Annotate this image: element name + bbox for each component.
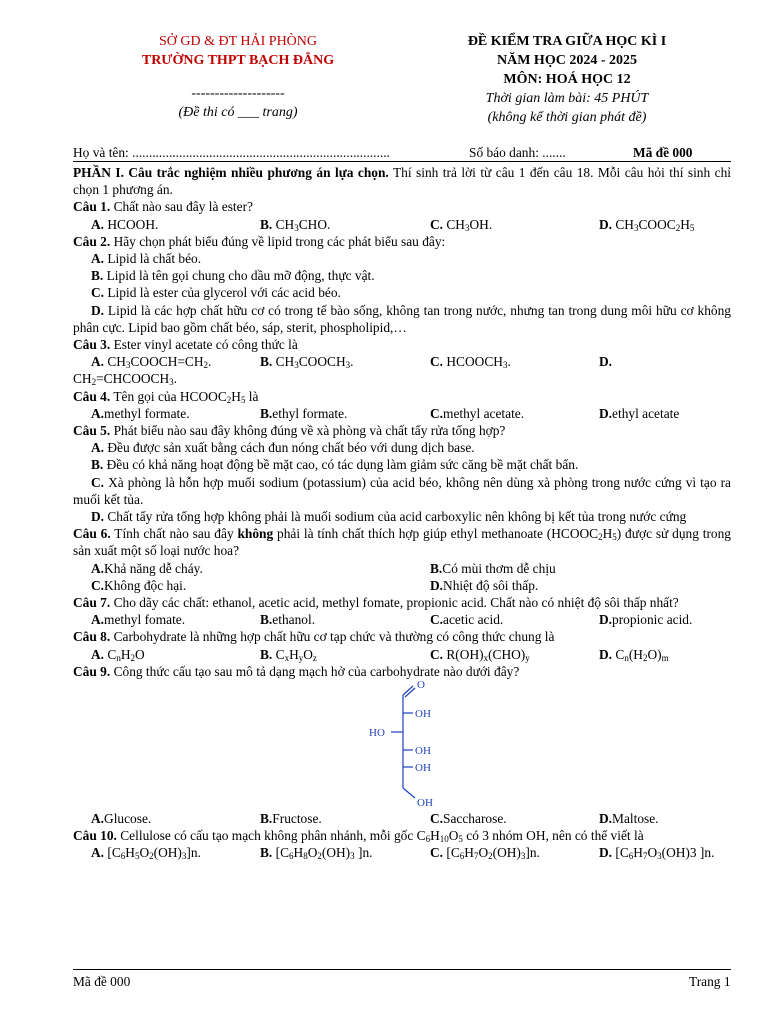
question-3: Câu 3. Ester vinyl acetate có công thức là: [73, 337, 298, 353]
q6-option-a[interactable]: A. Khả năng dễ cháy.: [91, 560, 203, 576]
q10-option-c[interactable]: C. $[C_6H_7O_2(OH)_3]n$.: [430, 845, 540, 862]
school-name: TRƯỜNG THPT BẠCH ĐẰNG: [141, 53, 335, 68]
q8-option-a[interactable]: A. $C_nH_2O$: [91, 646, 145, 663]
open-chain-structure: [363, 680, 443, 810]
subject: MÔN: HOÁ HỌC 12: [503, 72, 631, 87]
header-dashes: --------------------: [191, 86, 285, 101]
q4-option-a[interactable]: A. methyl formate.: [91, 405, 190, 421]
q7-option-d[interactable]: D. propionic acid.: [599, 612, 693, 628]
q4-option-d[interactable]: D. ethyl acetate: [599, 405, 680, 421]
q1-option-b[interactable]: B. $CH_3CHO$.: [260, 216, 331, 233]
q6-options-row2: [73, 577, 731, 594]
q9-option-b[interactable]: B. Fructose.: [260, 810, 322, 826]
q3-options: [73, 353, 731, 370]
department-name: SỞ GD & ĐT HẢI PHÒNG: [158, 34, 318, 49]
q4-option-b[interactable]: B. ethyl formate.: [260, 405, 348, 421]
header-left: [73, 32, 403, 122]
q3-option-c[interactable]: C. $HCOOCH_3$.: [430, 354, 511, 371]
q3-option-d[interactable]: D.: [599, 354, 613, 370]
question-2: Câu 2. Hãy chọn phát biểu đúng về lipid trong các phát biểu sau đây:: [73, 233, 446, 249]
question-7: Câu 7. Cho dãy các chất: ethanol, acetic acid, methyl fomate, propionic acid. Chất nào có nhiệt độ sôi thấp nhất?: [73, 595, 679, 610]
candidate-number-field: Số báo danh: .......: [469, 145, 566, 160]
part1-heading: [73, 164, 731, 198]
exam-code: Mã đề 000: [633, 145, 693, 160]
footer-exam-code: Mã đề 000: [73, 974, 131, 989]
q10-option-b[interactable]: B. [$C_6H_8O_2(OH)_3$ ]n.: [260, 845, 373, 862]
q7-option-a[interactable]: A. methyl fomate.: [91, 612, 186, 628]
q10-option-d[interactable]: D. [$C_6H_7O_3(OH)3$ ]n.: [599, 845, 715, 862]
q3-option-d-text: $CH_2=CHCOOCH_3$.: [73, 371, 177, 388]
q10-option-a[interactable]: A. $[C_6H_5O_2(OH)_3]n$.: [91, 845, 201, 862]
q2-option-a[interactable]: A. Lipid là chất béo.: [91, 251, 202, 266]
ho-label-c3: HO: [369, 726, 385, 739]
oh-label-c4: OH: [415, 744, 431, 757]
school-year: NĂM HỌC 2024 - 2025: [497, 53, 637, 68]
q6-option-c[interactable]: C. Không độc hại.: [91, 577, 187, 593]
q3-option-a[interactable]: A. $CH_3COOCH=CH_2$.: [91, 354, 212, 371]
q7-option-c[interactable]: C. acetic acid.: [430, 612, 504, 628]
q5-option-a[interactable]: A. Đều được sản xuất bằng cách đun nóng chất béo với dung dịch base.: [91, 440, 475, 456]
q1-options: [73, 216, 731, 233]
questions: [73, 164, 731, 862]
oh-label-c6: OH: [417, 796, 433, 809]
q9-structure-figure: [73, 680, 731, 810]
q9-option-d[interactable]: D. Maltose.: [599, 810, 659, 826]
question-1: [73, 198, 731, 215]
q9-options: [73, 810, 731, 827]
duration-note: (không kể thời gian phát đề): [487, 110, 647, 125]
footer-page-number: Trang 1: [689, 974, 731, 989]
student-info-row: [73, 144, 731, 162]
carbonyl-oxygen-label: O: [417, 679, 425, 691]
q3-option-b[interactable]: B. $CH_3COOCH_3$.: [260, 354, 354, 371]
oh-label-c2: OH: [415, 707, 431, 720]
q5-option-c[interactable]: C. Xà phòng là hỗn hợp muối sodium (potassium) của acid béo, không nên dùng xà phòng trong nước cứng vì tạo ra muối kết tủa.: [73, 474, 731, 507]
q8-option-b[interactable]: B. $C_xH_yO_z$: [260, 646, 317, 663]
q4-option-c[interactable]: C. methyl acetate.: [430, 405, 525, 421]
q8-option-d[interactable]: D. $C_n(H_2O)_m$: [599, 646, 669, 663]
q5-option-b[interactable]: B. Đều có khả năng hoạt động bề mặt cao, có tác dụng làm giảm sức căng bề mặt chất bẩn.: [91, 457, 579, 473]
q7-options: [73, 611, 731, 628]
q9-option-c[interactable]: C. Saccharose.: [430, 810, 507, 826]
q1-option-c[interactable]: C. $CH_3OH$.: [430, 216, 493, 233]
q9-option-a[interactable]: A. Glucose.: [91, 810, 152, 826]
q10-options: [73, 844, 731, 861]
q8-option-c[interactable]: C. $R(OH)_x(CHO)_y$: [430, 646, 530, 663]
q6-option-d[interactable]: D. Nhiệt độ sôi thấp.: [430, 577, 539, 593]
question-4: Câu 4. Tên gọi của $HCOOC_2H_5$ là: [73, 388, 259, 405]
question-5: Câu 5. Phát biểu nào sau đây không đúng về xà phòng và chất tẩy rửa tổng hợp?: [73, 423, 506, 438]
pages-note: (Đề thi có ___ trang): [178, 105, 298, 120]
student-name-field: Họ và tên: .............................................................................: [73, 145, 390, 160]
question-6: Câu 6. Tính chất nào sau đây không phải là tính chất thích hợp giúp ethyl methanoate $(HCOOC_2H_5)$ được sử dụng trong sản xuất một số loại nước hoa?: [73, 526, 731, 559]
q1-text: Chất nào sau đây là ester?: [110, 199, 253, 215]
q4-options: [73, 405, 731, 422]
q6-option-b[interactable]: B. Có mùi thơm dễ chịu: [430, 560, 556, 576]
footer-rule: [73, 969, 731, 970]
oh-label-c5: OH: [415, 761, 431, 774]
exam-title: ĐỀ KIỂM TRA GIỮA HỌC KÌ I: [467, 34, 667, 49]
q2-option-d[interactable]: D. Lipid là các hợp chất hữu cơ có trong tế bào sống, không tan trong nước, nhưng tan trong dung môi hữu cơ không phân cực. Lipid bao gồm chất béo, sáp, sterit, phospholipid,…: [73, 302, 731, 335]
question-8: Câu 8. Carbohydrate là những hợp chất hữu cơ tạp chức và thường có công thức chung là: [73, 629, 555, 645]
q8-options: [73, 646, 731, 663]
q1-number: Câu 1.: [73, 199, 111, 215]
q6-options-row1: [73, 560, 731, 577]
header-right: [403, 32, 731, 127]
exam-header: [73, 32, 731, 132]
q5-option-d[interactable]: D. Chất tẩy rửa tổng hợp không phải là muối sodium của acid carboxylic nên không bị kết tủa trong nước cứng: [91, 509, 687, 525]
q7-option-b[interactable]: B. ethanol.: [260, 612, 316, 628]
question-9: Câu 9. Công thức cấu tạo sau mô tả dạng mạch hở của carbohydrate nào dưới đây?: [73, 663, 520, 679]
q1-option-d[interactable]: D. $CH_3COOC_2H_5$: [599, 216, 695, 233]
q2-option-c[interactable]: C. Lipid là ester của glycerol với các acid béo.: [91, 285, 341, 301]
q2-option-b[interactable]: B. Lipid là tên gọi chung cho dầu mỡ động, thực vật.: [91, 268, 375, 284]
part1-instructions: Thí sinh trả lời từ câu 1 đến câu 18. Mỗi câu hỏi thí sinh chỉ chọn 1 phương án.: [73, 165, 732, 198]
duration: Thời gian làm bài: 45 PHÚT: [485, 91, 649, 106]
q1-option-a[interactable]: A. HCOOH.: [91, 216, 159, 232]
part1-title: PHẦN I. Câu trắc nghiệm nhiều phương án lựa chọn.: [73, 165, 389, 180]
question-10: Câu 10. Cellulose có cấu tạo mạch không phân nhánh, mỗi gốc $C_6H_{10}O_5$ có 3 nhóm OH, nên có thể viết là: [73, 828, 644, 845]
header-rule: [73, 161, 731, 162]
